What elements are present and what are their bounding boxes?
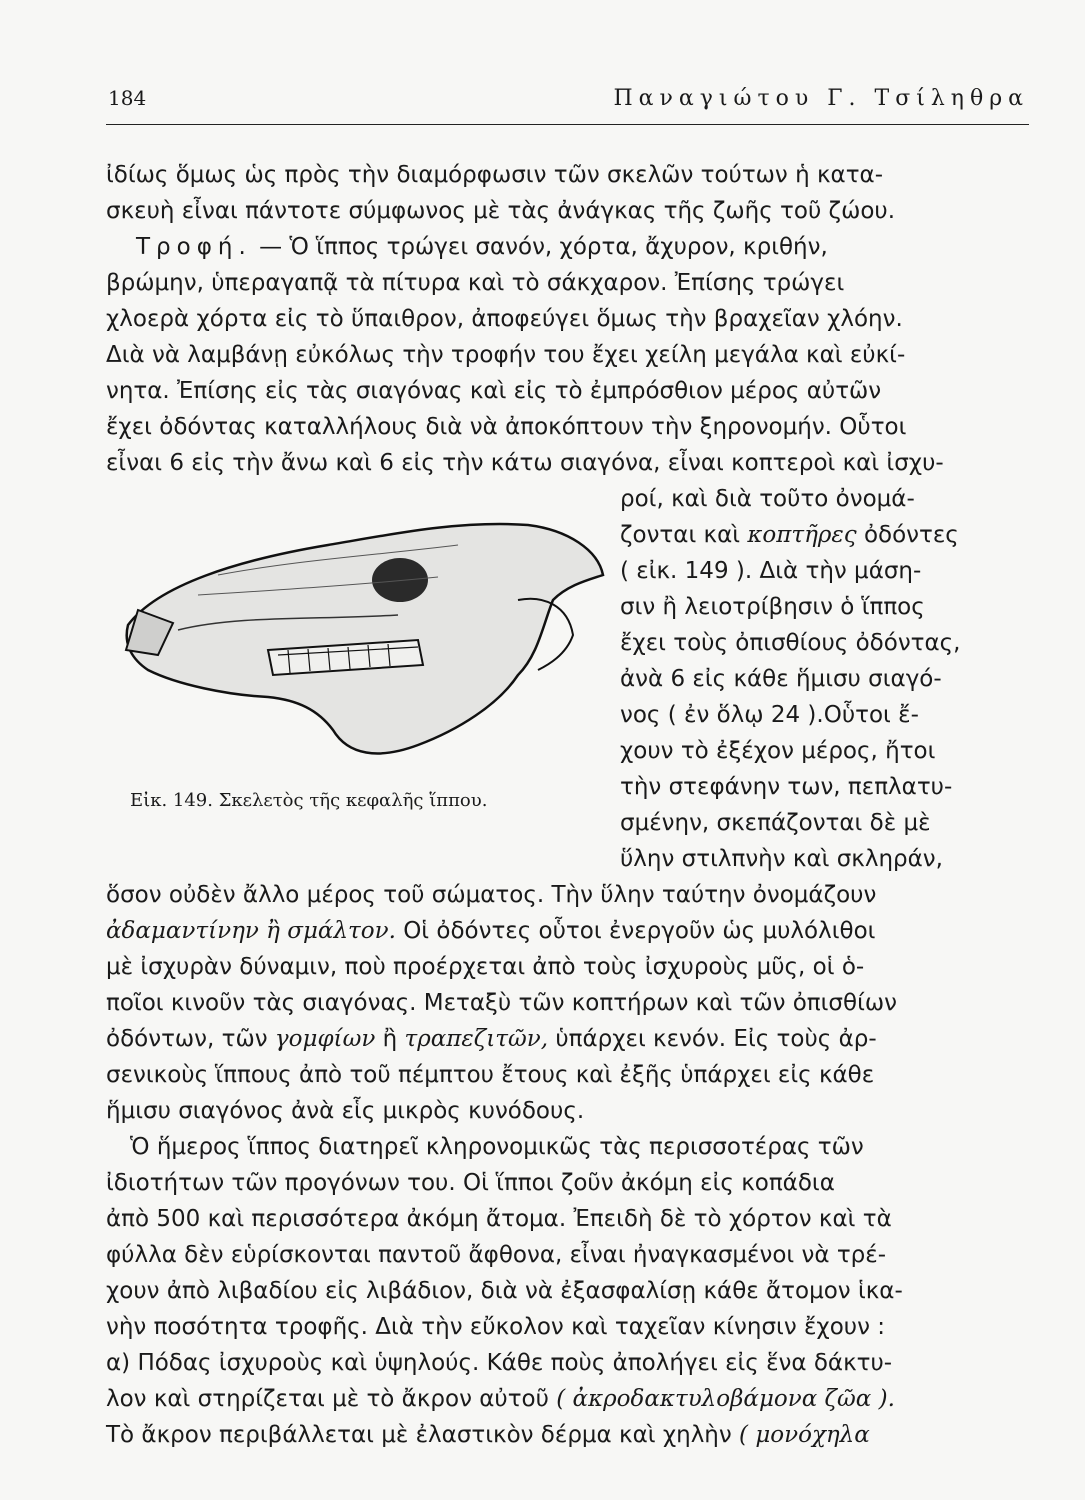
text-span: Οἱ ὀδόντες οὗτοι ἐνεργοῦν ὡς μυλόλιθοι: [395, 918, 876, 944]
text-span: ὀδόντων, τῶν: [106, 1026, 275, 1052]
text-line: ροί, καὶ διὰ τοῦτο ὀνομά-: [620, 486, 915, 512]
text-line: ἔχει ὀδόντας καταλλήλους διὰ νὰ ἀποκόπτουν τὴν ξηρονομήν. Οὗτοι: [106, 414, 907, 440]
text-line: [106, 916, 875, 946]
italic-term: ( μονόχηλα: [739, 1422, 870, 1448]
page-number: 184: [108, 86, 147, 110]
text-span: Τὸ ἄκρον περιβάλλεται μὲ ἐλαστικὸν δέρμα καὶ χηλὴν: [106, 1422, 740, 1448]
text-line: [106, 1024, 877, 1054]
text-line: ἰδίως ὅμως ὡς πρὸς τὴν διαμόρφωσιν τῶν σκελῶν τούτων ἡ κατα-: [106, 162, 884, 188]
running-head: Παναγιώτου Γ. Τσίληθρα: [613, 86, 1029, 111]
text-line: [136, 232, 828, 262]
text-span: ζονται καὶ: [620, 522, 748, 548]
text-line: νὴν ποσότητα τροφῆς. Διὰ τὴν εὔκολον καὶ ταχεῖαν κίνησιν ἔχουν :: [106, 1314, 885, 1340]
text-span: ὑπάρχει κενόν. Εἰς τοὺς ἀρ-: [548, 1026, 877, 1052]
figure-caption: Εἰκ. 149. Σκελετὸς τῆς κεφαλῆς ἵππου.: [130, 790, 488, 811]
text-line: βρώμην, ὑπεραγαπᾷ τὰ πίτυρα καὶ τὸ σάκχαρον. Ἐπίσης τρώγει: [106, 270, 845, 296]
text-line: ἰδιοτήτων τῶν προγόνων του. Οἱ ἵπποι ζοῦν ἀκόμη εἰς κοπάδια: [106, 1170, 835, 1196]
text-line: Ὁ ἥμερος ἵππος διατηρεῖ κληρονομικῶς τὰς περισσοτέρας τῶν: [130, 1134, 864, 1160]
text-line: [106, 1420, 870, 1450]
text-line: φύλλα δὲν εὑρίσκονται παντοῦ ἄφθονα, εἶναι ἠναγκασμένοι νὰ τρέ-: [106, 1242, 887, 1268]
text-line: [620, 520, 959, 550]
text-line: ἀπὸ 500 καὶ περισσότερα ἀκόμη ἄτομα. Ἐπειδὴ δὲ τὸ χόρτον καὶ τὰ: [106, 1206, 892, 1232]
text-line: ἀνὰ 6 εἰς κάθε ἥμισυ σιαγό-: [620, 666, 942, 692]
text-line: ὅσον οὐδὲν ἄλλο μέρος τοῦ σώματος. Τὴν ὕλην ταύτην ὀνομάζουν: [106, 882, 877, 908]
text-line: [106, 1384, 895, 1414]
italic-term: γομφίων: [274, 1026, 376, 1052]
text-line: σενικοὺς ἵππους ἀπὸ τοῦ πέμπτου ἔτους καὶ ἐξῆς ὑπάρχει εἰς κάθε: [106, 1062, 875, 1088]
horse-skull-illustration: [118, 505, 613, 770]
text-line: ( εἰκ. 149 ). Διὰ τὴν μάση-: [620, 558, 922, 584]
text-line: ὕλην στιλπνὴν καὶ σκληράν,: [620, 846, 943, 872]
text-line: χουν ἀπὸ λιβαδίου εἰς λιβάδιον, διὰ νὰ ἐξασφαλίσῃ κάθε ἄτομον ἱκα-: [106, 1278, 903, 1304]
text-line: ἔχει τοὺς ὀπισθίους ὀδόντας,: [620, 630, 961, 656]
italic-term: τραπεζιτῶν,: [404, 1026, 549, 1052]
italic-term: κοπτῆρες: [747, 522, 857, 548]
text-line: α) Πόδας ἰσχυροὺς καὶ ὑψηλούς. Κάθε ποὺς ἀπολήγει εἰς ἕνα δάκτυ-: [106, 1350, 893, 1376]
italic-term: ( ἀκροδακτυλοβάμονα ζῶα ).: [556, 1386, 895, 1412]
section-heading: Τροφή.: [136, 234, 252, 260]
text-line: σκευὴ εἶναι πάντοτε σύμφωνος μὲ τὰς ἀνάγκας τῆς ζωῆς τοῦ ζώου.: [106, 198, 896, 224]
text-line: μὲ ἰσχυρὰν δύναμιν, ποὺ προέρχεται ἀπὸ τοὺς ἰσχυροὺς μῦς, οἱ ὁ-: [106, 954, 865, 980]
text-line: νος ( ἐν ὅλῳ 24 ).Οὗτοι ἔ-: [620, 702, 919, 728]
text-line: ἥμισυ σιαγόνος ἀνὰ εἷς μικρὸς κυνόδους.: [106, 1098, 585, 1124]
text-line: χουν τὸ ἐξέχον μέρος, ἤτοι: [620, 738, 936, 764]
text-line: σμένην, σκεπάζονται δὲ μὲ: [620, 810, 931, 836]
text-line: ποῖοι κινοῦν τὰς σιαγόνας. Μεταξὺ τῶν κοπτήρων καὶ τῶν ὀπισθίων: [106, 990, 897, 1016]
italic-term: ἀδαμαντίνην ἢ σμάλτον.: [106, 918, 396, 944]
text-span: λον καὶ στηρίζεται μὲ τὸ ἄκρον αὐτοῦ: [106, 1386, 557, 1412]
text-line: Διὰ νὰ λαμβάνῃ εὐκόλως τὴν τροφήν του ἔχει χείλη μεγάλα καὶ εὐκί-: [106, 342, 906, 368]
text-line: νητα. Ἐπίσης εἰς τὰς σιαγόνας καὶ εἰς τὸ ἐμπρόσθιον μέρος αὐτῶν: [106, 378, 882, 404]
text-span: ἢ: [375, 1026, 405, 1052]
text-line: εἶναι 6 εἰς τὴν ἄνω καὶ 6 εἰς τὴν κάτω σιαγόνα, εἶναι κοπτεροὶ καὶ ἰσχυ-: [106, 450, 944, 476]
text-line: τὴν στεφάνην των, πεπλατυ-: [620, 774, 953, 800]
text-line: σιν ἢ λειοτρίβησιν ὁ ἵππος: [620, 594, 925, 620]
text-span: ὀδόντες: [856, 522, 959, 548]
text-line: χλοερὰ χόρτα εἰς τὸ ὕπαιθρον, ἀποφεύγει ὅμως τὴν βραχεῖαν χλόην.: [106, 306, 903, 332]
header-rule: [106, 124, 1029, 125]
text-span: — Ὁ ἵππος τρώγει σανόν, χόρτα, ἄχυρον, κριθήν,: [251, 234, 828, 260]
